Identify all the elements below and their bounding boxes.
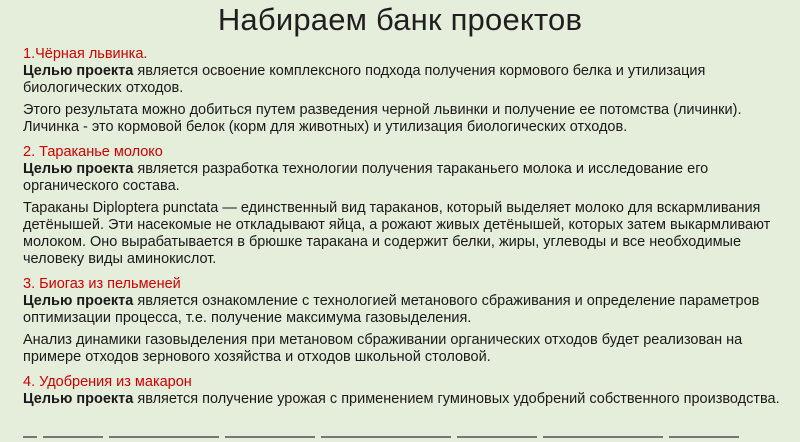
project-item <box>23 373 793 408</box>
project-goal <box>23 391 793 408</box>
project-goal <box>23 293 793 327</box>
goal-text: является ознакомление с технологией метанового сбраживания и определение параметров оптимизации процесса, т.е. получение максимума газовыделения. <box>23 293 760 326</box>
cropped-text-line <box>23 436 783 442</box>
goal-text: является разработка технологии получения тараканьего молока и исследование его органического состава. <box>23 161 709 194</box>
goal-label: Целью проекта <box>23 161 134 177</box>
project-details: Тараканы Diploptera punctata — единственный вид тараканов, который выделяет молоко для вскармливания детёнышей. Эти насекомые не откладывают яйца, а рожают живых детёнышей, которых затем выкармливают молоком. Оно вырабатывается в брюшке таракана и содержит белки, жиры, углеводы и все необходимые человеку виды аминокислот. <box>23 200 771 267</box>
project-goal <box>23 161 793 195</box>
goal-label: Целью проекта <box>23 293 134 309</box>
project-item <box>23 143 793 268</box>
project-goal <box>23 63 793 97</box>
project-list <box>23 45 793 408</box>
project-item <box>23 45 793 136</box>
project-details: Этого результата можно добиться путем разведения черной львинки и получение ее потомства (личинки). Личинка - это кормовой белок (корм для животных) и утилизация биологических отходов. <box>23 102 742 135</box>
project-heading: 4. Удобрения из макарон <box>23 374 192 390</box>
project-heading: 3. Биогаз из пельменей <box>23 276 181 292</box>
project-item <box>23 275 793 366</box>
goal-text: является освоение комплексного подхода получения кормового белка и утилизация биологических отходов. <box>23 63 706 96</box>
goal-text: является получение урожая с применением гуминовых удобрений собственного производства. <box>133 391 780 407</box>
slide-title: Набираем банк проектов <box>217 2 583 37</box>
goal-label: Целью проекта <box>23 63 134 79</box>
goal-label: Целью проекта <box>23 391 134 407</box>
project-heading: 2. Тараканье молоко <box>23 144 163 160</box>
project-heading: 1.Чёрная львинка. <box>23 46 148 62</box>
project-details: Анализ динамики газовыделения при метановом сбраживании органических отходов будет реализован на примере отходов зернового хозяйства и отходов школьной столовой. <box>23 332 743 365</box>
